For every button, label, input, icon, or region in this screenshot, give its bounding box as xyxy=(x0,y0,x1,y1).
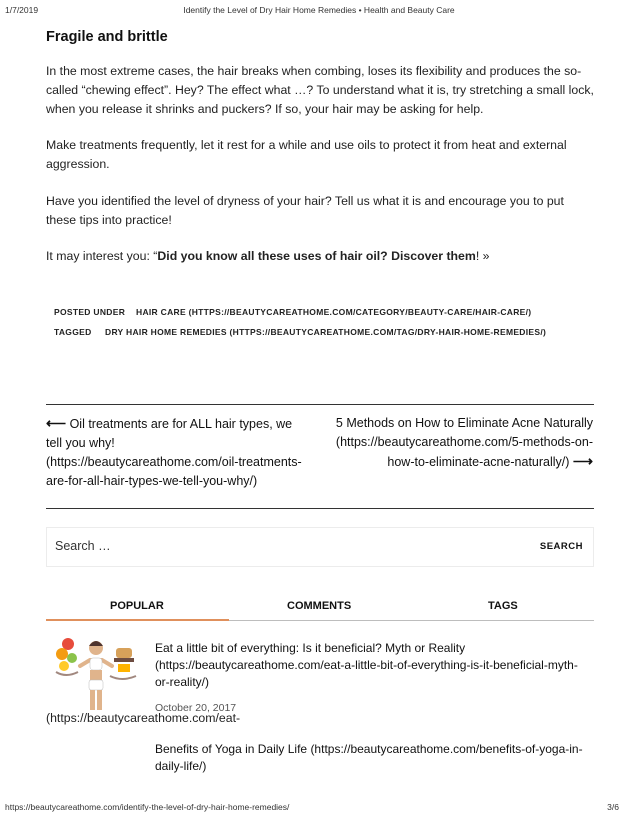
page-number: 3/6 xyxy=(607,802,619,812)
posted-under-label: POSTED UNDER xyxy=(54,307,126,317)
print-title: Identify the Level of Dry Hair Home Remedies • Health and Beauty Care xyxy=(183,5,455,15)
search-button[interactable]: SEARCH xyxy=(539,541,583,552)
popular-post-link-1[interactable]: Eat a little bit of everything: Is it beneficial? Myth or Reality (https://beautycareathome.com/eat-a-little-bit-of-everything-is-it-beneficial-myth-or-reality/) xyxy=(155,641,578,689)
arrow-left-icon: ⟵ xyxy=(46,415,67,431)
active-tab-indicator xyxy=(46,619,229,621)
print-url: https://beautycareathome.com/identify-the-level-of-dry-hair-home-remedies/ xyxy=(5,802,290,812)
arrow-right-icon: ⟶ xyxy=(572,453,593,469)
category-link[interactable]: HAIR CARE (HTTPS://BEAUTYCAREATHOME.COM/CATEGORY/BEAUTY-CARE/HAIR-CARE/) xyxy=(136,307,532,317)
search-input[interactable]: Search … xyxy=(55,539,111,553)
popular-post-link-2[interactable]: Benefits of Yoga in Daily Life (https://beautycareathome.com/benefits-of-yoga-in-daily-life/) xyxy=(155,742,583,773)
popular-post-date-1: October 20, 2017 xyxy=(155,702,237,714)
prev-post-link[interactable] xyxy=(46,414,308,491)
tag-link[interactable]: DRY HAIR HOME REMEDIES (HTTPS://BEAUTYCAREATHOME.COM/TAG/DRY-HAIR-HOME-REMEDIES/) xyxy=(105,327,547,337)
woman-with-food-image xyxy=(50,634,142,712)
post-nav-top-divider xyxy=(46,404,594,405)
post-nav-bottom-divider xyxy=(46,508,594,509)
paragraph-3: Have you identified the level of dryness of your hair? Tell us what it is and encourage you to put these tips into practice! xyxy=(46,194,564,227)
print-date: 1/7/2019 xyxy=(5,5,39,15)
print-header xyxy=(5,5,633,17)
popular-post-thumbnail[interactable] xyxy=(50,634,142,712)
search-form xyxy=(46,527,594,567)
print-footer xyxy=(5,802,633,814)
paragraph-1: In the most extreme cases, the hair breaks when combing, loses its flexibility and produces the so-called “chewing effect”. Hey? The effect what …? To understand what it is, try stretching a small lock, when you release it shrinks and puckers? If so, your hair may be asking for help. xyxy=(46,64,594,116)
tab-tags[interactable]: TAGS xyxy=(488,600,518,612)
next-post-link[interactable] xyxy=(328,414,593,472)
paragraph-2: Make treatments frequently, let it rest for a while and use oils to protect it from heat and external aggression. xyxy=(46,138,567,171)
related-article-link[interactable]: Did you know all these uses of hair oil? Discover them xyxy=(157,249,476,263)
next-post-text: 5 Methods on How to Eliminate Acne Naturally (https://beautycareathome.com/5-methods-on-how-to-eliminate-acne-naturally/) xyxy=(335,416,593,469)
interest-suffix: ! » xyxy=(475,249,490,263)
section-heading: Fragile and brittle xyxy=(46,29,168,45)
prev-post-text: Oil treatments are for ALL hair types, we tell you why! (https://beautycareathome.com/oil-treatments-are-for-all-hair-types-we-tell-you-why/) xyxy=(46,417,302,488)
tagged-label: TAGGED xyxy=(54,327,92,337)
popular-thumbnail-link[interactable]: (https://beautycareathome.com/eat- xyxy=(46,711,241,725)
paragraph-4 xyxy=(46,247,594,266)
tab-popular[interactable]: POPULAR xyxy=(110,600,164,612)
interest-prefix: It may interest you: “ xyxy=(46,249,158,263)
tab-comments[interactable]: COMMENTS xyxy=(287,600,352,612)
